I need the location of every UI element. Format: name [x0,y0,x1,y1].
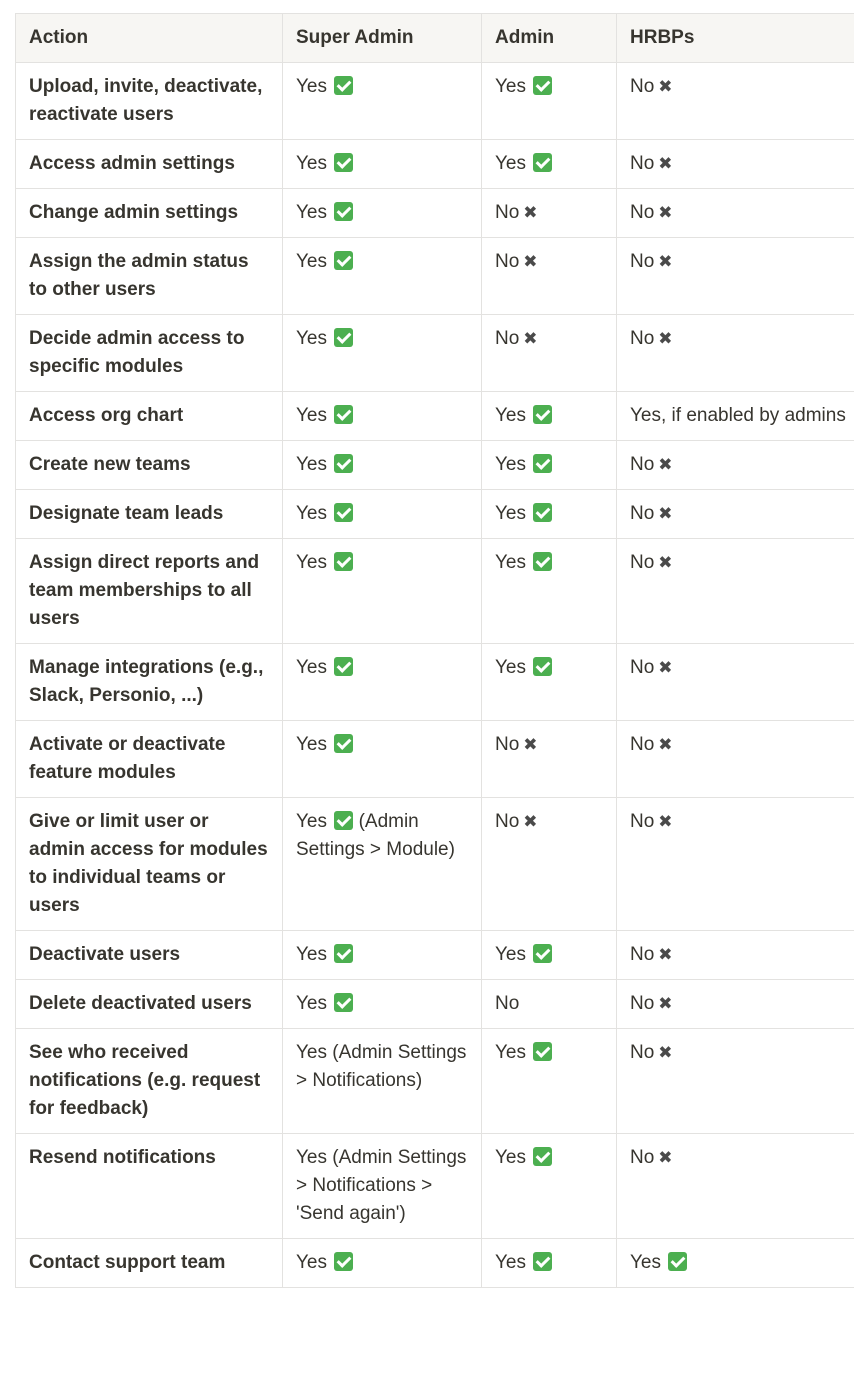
permission-value: Yes (Admin Settings > Notifications > 'Send again') [296,1147,467,1224]
check-mark-icon [533,1147,552,1166]
permission-value: No [630,552,655,573]
permission-value: Yes [296,251,327,272]
check-mark-icon [533,944,552,963]
hrbps-cell [617,798,854,931]
permission-value: Yes [495,1252,526,1273]
permission-value: No [630,202,655,223]
cross-mark-icon: ✖ [523,252,538,271]
check-mark-icon [334,944,353,963]
permission-value: Yes [296,1252,327,1273]
permission-value: No [630,153,655,174]
permission-value: Yes [296,328,327,349]
check-mark-icon [334,734,353,753]
permission-value: No [630,657,655,678]
admin-cell [482,238,617,315]
super-admin-cell [283,644,482,721]
action-cell: Create new teams [16,441,283,490]
super-admin-cell [283,798,482,931]
permission-value: Yes [296,76,327,97]
admin-cell [482,798,617,931]
check-mark-icon [533,1042,552,1061]
cross-mark-icon: ✖ [658,553,673,572]
cross-mark-icon: ✖ [658,329,673,348]
action-cell: Activate or deactivate feature modules [16,721,283,798]
admin-cell [482,140,617,189]
permission-note: (Admin Settings > Module) [296,811,455,860]
permission-value: Yes [495,944,526,965]
check-mark-icon [334,552,353,571]
check-mark-icon [334,811,353,830]
permission-value: Yes [495,503,526,524]
permission-value: Yes [495,76,526,97]
super-admin-cell [283,1134,482,1239]
cross-mark-icon: ✖ [658,812,673,831]
check-mark-icon [533,153,552,172]
action-cell: Upload, invite, deactivate, reactivate users [16,63,283,140]
action-cell: Assign direct reports and team memberships to all users [16,539,283,644]
admin-cell [482,980,617,1029]
super-admin-cell [283,490,482,539]
table-row [16,315,854,392]
admin-cell [482,392,617,441]
admin-cell [482,1134,617,1239]
hrbps-cell [617,238,854,315]
table-row [16,931,854,980]
cross-mark-icon: ✖ [658,735,673,754]
super-admin-cell [283,1239,482,1288]
super-admin-cell [283,189,482,238]
permission-value: No [630,76,655,97]
check-mark-icon [334,1252,353,1271]
table-row [16,980,854,1029]
super-admin-cell [283,539,482,644]
cross-mark-icon: ✖ [523,812,538,831]
permission-value: No [495,993,520,1014]
permission-value: No [630,454,655,475]
super-admin-cell [283,441,482,490]
admin-cell [482,1239,617,1288]
super-admin-cell [283,140,482,189]
admin-cell [482,490,617,539]
header-admin: Admin [482,14,617,63]
cross-mark-icon: ✖ [658,455,673,474]
hrbps-cell [617,315,854,392]
check-mark-icon [533,405,552,424]
cross-mark-icon: ✖ [658,77,673,96]
permission-value: Yes [495,657,526,678]
table-row [16,140,854,189]
table-row [16,490,854,539]
permission-value: Yes [495,1042,526,1063]
table-row [16,441,854,490]
admin-cell [482,644,617,721]
header-action: Action [16,14,283,63]
cross-mark-icon: ✖ [658,154,673,173]
permission-value: Yes [296,811,327,832]
table-row [16,1239,854,1288]
permission-value: No [630,503,655,524]
super-admin-cell [283,931,482,980]
hrbps-cell [617,441,854,490]
permission-value: No [495,734,520,755]
check-mark-icon [334,76,353,95]
permission-value: No [495,811,520,832]
table-row [16,238,854,315]
permission-value: Yes [296,503,327,524]
permission-value: Yes [296,657,327,678]
cross-mark-icon: ✖ [523,203,538,222]
permission-value: No [630,734,655,755]
check-mark-icon [334,153,353,172]
permission-value: No [630,251,655,272]
cross-mark-icon: ✖ [658,504,673,523]
table-body [16,63,854,1288]
super-admin-cell [283,315,482,392]
header-hrbps: HRBPs [617,14,854,63]
permission-value: No [630,328,655,349]
hrbps-cell [617,721,854,798]
super-admin-cell [283,238,482,315]
admin-cell [482,63,617,140]
permission-value: Yes, if enabled by admins [630,405,846,426]
cross-mark-icon: ✖ [658,252,673,271]
admin-cell [482,721,617,798]
permission-value: Yes (Admin Settings > Notifications) [296,1042,467,1091]
action-cell: Access admin settings [16,140,283,189]
action-cell: Assign the admin status to other users [16,238,283,315]
check-mark-icon [533,503,552,522]
permission-value: Yes [296,993,327,1014]
admin-cell [482,189,617,238]
check-mark-icon [334,503,353,522]
table-row [16,721,854,798]
permissions-table [15,13,854,1288]
action-cell: Give or limit user or admin access for modules to individual teams or users [16,798,283,931]
table-row [16,798,854,931]
hrbps-cell [617,140,854,189]
permission-value: Yes [296,944,327,965]
action-cell: Access org chart [16,392,283,441]
cross-mark-icon: ✖ [658,1148,673,1167]
table-row [16,63,854,140]
permission-value: Yes [495,405,526,426]
permission-value: Yes [495,454,526,475]
permission-value: No [630,993,655,1014]
super-admin-cell [283,63,482,140]
action-cell: Contact support team [16,1239,283,1288]
check-mark-icon [533,657,552,676]
permission-value: Yes [296,552,327,573]
admin-cell [482,1029,617,1134]
check-mark-icon [334,202,353,221]
hrbps-cell [617,63,854,140]
check-mark-icon [334,251,353,270]
permission-value: Yes [296,734,327,755]
cross-mark-icon: ✖ [658,1043,673,1062]
super-admin-cell [283,1029,482,1134]
table-row [16,189,854,238]
permission-value: Yes [296,405,327,426]
cross-mark-icon: ✖ [658,203,673,222]
check-mark-icon [668,1252,687,1271]
action-cell: Decide admin access to specific modules [16,315,283,392]
header-super-admin: Super Admin [283,14,482,63]
permission-value: No [630,1042,655,1063]
hrbps-cell [617,539,854,644]
cross-mark-icon: ✖ [658,994,673,1013]
permissions-table-container [15,13,854,1288]
hrbps-cell [617,392,854,441]
permission-value: No [495,328,520,349]
table-row [16,1134,854,1239]
table-row [16,1029,854,1134]
hrbps-cell [617,931,854,980]
check-mark-icon [533,552,552,571]
action-cell: See who received notifications (e.g. request for feedback) [16,1029,283,1134]
check-mark-icon [334,993,353,1012]
cross-mark-icon: ✖ [523,329,538,348]
hrbps-cell [617,1239,854,1288]
hrbps-cell [617,1134,854,1239]
admin-cell [482,931,617,980]
permission-value: No [630,811,655,832]
check-mark-icon [334,657,353,676]
action-cell: Manage integrations (e.g., Slack, Personio, ...) [16,644,283,721]
hrbps-cell [617,490,854,539]
permission-value: No [495,202,520,223]
admin-cell [482,315,617,392]
check-mark-icon [533,454,552,473]
action-cell: Deactivate users [16,931,283,980]
admin-cell [482,539,617,644]
action-cell: Designate team leads [16,490,283,539]
table-header-row [16,14,854,63]
check-mark-icon [334,405,353,424]
super-admin-cell [283,980,482,1029]
table-row [16,392,854,441]
cross-mark-icon: ✖ [658,945,673,964]
permission-value: Yes [495,552,526,573]
table-row [16,644,854,721]
permission-value: No [630,944,655,965]
check-mark-icon [334,328,353,347]
cross-mark-icon: ✖ [523,735,538,754]
super-admin-cell [283,721,482,798]
check-mark-icon [533,1252,552,1271]
permission-value: Yes [296,454,327,475]
hrbps-cell [617,980,854,1029]
permission-value: Yes [495,153,526,174]
action-cell: Resend notifications [16,1134,283,1239]
check-mark-icon [334,454,353,473]
cross-mark-icon: ✖ [658,658,673,677]
check-mark-icon [533,76,552,95]
hrbps-cell [617,644,854,721]
permission-value: Yes [296,202,327,223]
permission-value: No [495,251,520,272]
table-row [16,539,854,644]
hrbps-cell [617,189,854,238]
action-cell: Change admin settings [16,189,283,238]
permission-value: Yes [630,1252,661,1273]
permission-value: Yes [296,153,327,174]
permission-value: No [630,1147,655,1168]
action-cell: Delete deactivated users [16,980,283,1029]
permission-value: Yes [495,1147,526,1168]
admin-cell [482,441,617,490]
hrbps-cell [617,1029,854,1134]
super-admin-cell [283,392,482,441]
